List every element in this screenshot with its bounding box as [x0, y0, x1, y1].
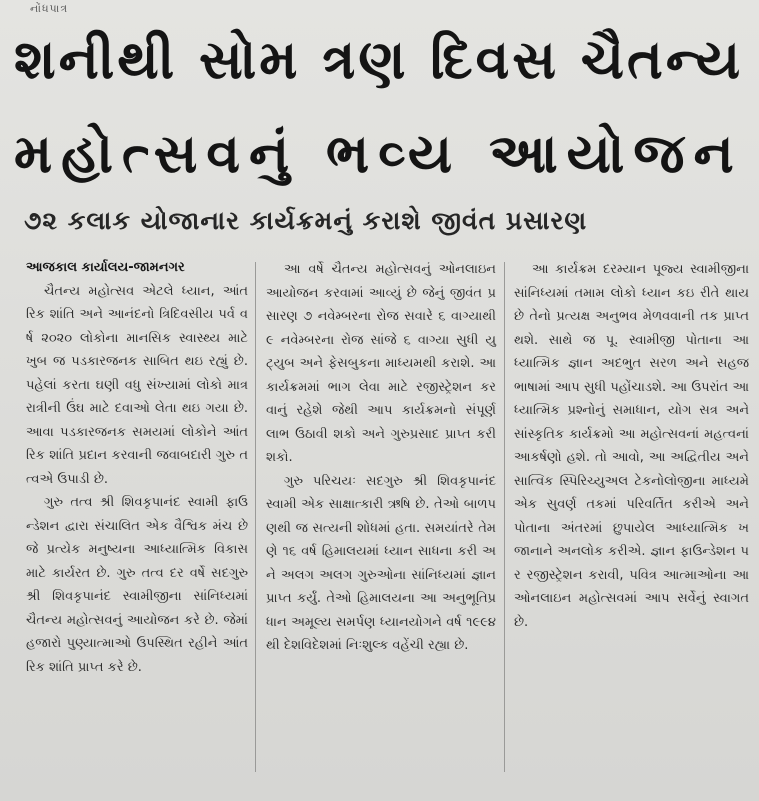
- column-3-paragraph: આ કાર્યક્રમ દરમ્યાન પૂજ્ય સ્વામીજીના સાંનિધ્યમાં તમામ લોકો ધ્યાન કઇ રીતે થાય છે તેનો પ્રત્યક્ષ અનુભવ મેળવવાની તક પ્રાપ્ત થશે. સાથે જ પૂ. સ્વામીજી પોતાના આધ્યાત્મિક જ્ઞાન અદભુત સરળ અને સહજ ભાષામાં આપ સુધી પહોંચાડશે. આ ઉપરાંત આધ્યાત્મિક પ્રશ્નોનું સમાધાન, યોગ સત્ર અને સાંસ્કૃતિક કાર્યક્રમો આ મહોત્સવનાં મહત્વનાં આકર્ષણો હશે. તો આવો, આ અદ્વિતીય અને સાત્વિક સ્પિરિચ્યુઅલ ટેકનોલોજીના માધ્યમે એક સુવર્ણ તકમાં પરિવર્તિત કરીએ અને પોતાના અંતરમાં છુપાયેલ આધ્યાત્મિક ખજાનાને અનલોક કરીએ. જ્ઞાન ફાઉન્ડેશન પર રજીસ્ટ્રેશન કરાવી, પવિત્ર આત્માઓના આ ઓનલાઇન મહોત્સવમાં આપ સર્વેનું સ્વાગત છે.: [514, 262, 749, 630]
- column-2-paragraph: ગુરુ પરિચયઃ સદગુરુ શ્રી શિવકૃપાનંદ સ્વામી એક સાક્ષાત્કારી ઋષિ છે. તેઓ બાળપણથી જ સત્યની શોધમાં હતા. સમયાંતરે તેમણે ૧૬ વર્ષ હિમાલયમાં ધ્યાન સાધના કરી અને અલગ અલગ ગુરુઓના સાંનિધ્યમાં જ્ઞાન પ્રાપ્ત કર્યું. તેઓ હિમાલયના આ અનુભૂતિપ્રધાન અમૂલ્ય સમર્પણ ધ્યાનયોગને વર્ષ ૧૯૯૪ થી દેશવિદેશમાં નિઃશુલ્ક વહેંચી રહ્યા છે.: [266, 473, 496, 653]
- headline-line-2: મહોત્સવનું ભવ્ય આયોજન: [14, 122, 743, 185]
- header-strip-left: નોંધપાત્ર: [30, 2, 69, 15]
- byline: આજકાલ કાર્યાલય-જામનગર: [26, 260, 185, 275]
- subheadline: ૭૨ કલાક યોજાનાર કાર્યક્રમનું કરાશે જીવંત પ્રસારણ: [24, 206, 588, 235]
- article-column-3: [514, 258, 749, 634]
- article-column-1: [26, 256, 248, 679]
- column-divider: [255, 262, 256, 772]
- column-1-paragraph: ગુરુ તત્વ શ્રી શિવકૃપાનંદ સ્વામી ફાઉન્ડેશન દ્વારા સંચાલિત એક વૈશ્વિક મંચ છે જે પ્રત્યેક મનુષ્યના આધ્યાત્મિક વિકાસ માટે કાર્યરત છે. ગુરુ તત્વ દર વર્ષે સદગુરુ શ્રી શિવકૃપાનંદ સ્વામીજીના સાંનિધ્યમાં ચૈતન્ય મહોત્સવનું આયોજન કરે છે. જેમાં હજારો પુણ્યાત્માઓ ઉપસ્થિત રહીને આંતરિક શાંતિ પ્રાપ્ત કરે છે.: [26, 495, 248, 675]
- article-column-2: [266, 258, 496, 658]
- page-header-strip: [0, 0, 759, 20]
- headline-line-1: શનીથી સોમ ત્રણ દિવસ ચૈતન્ય: [14, 28, 744, 91]
- column-divider: [504, 262, 505, 772]
- column-2-paragraph: આ વર્ષે ચૈતન્ય મહોત્સવનું ઓનલાઇન આયોજન કરવામાં આવ્યું છે જેનું જીવંત પ્રસારણ ૭ નવેમ્બરના રોજ સવારે ૬ વાગ્યાથી ૯ નવેમ્બરના રોજ સાંજે ૬ વાગ્યા સુધી યુ ટ્યુબ અને ફેસબુકના માધ્યમથી કરાશે. આ કાર્યક્રમમાં ભાગ લેવા માટે રજીસ્ટ્રેશન કરવાનું રહેશે જેથી આપ કાર્યક્રમનો સંપૂર્ણ લાભ ઉઠાવી શકો અને ગુરુપ્રસાદ પ્રાપ્ત કરી શકો.: [266, 262, 496, 465]
- column-1-paragraph: ચૈતન્ય મહોત્સવ એટલે ધ્યાન, આંતરિક શાંતિ અને આનંદનો ત્રિદિવસીય પર્વ વર્ષ ૨૦૨૦ લોકોના માનસિક સ્વાસ્થ્ય માટે ખુબ જ પડકારજનક સાબિત થઇ રહ્યું છે. પહેલાં કરતા ઘણી વધુ સંખ્યામાં લોકો માત્ર રાત્રીની ઉંઘ માટે દવાઓ લેતા થઇ ગયા છે. આવા પડકારજનક સમયમાં લોકોને આંતરિક શાંતિ પ્રદાન કરવાની જવાબદારી ગુરુ તત્વએ ઉપાડી છે.: [26, 283, 248, 487]
